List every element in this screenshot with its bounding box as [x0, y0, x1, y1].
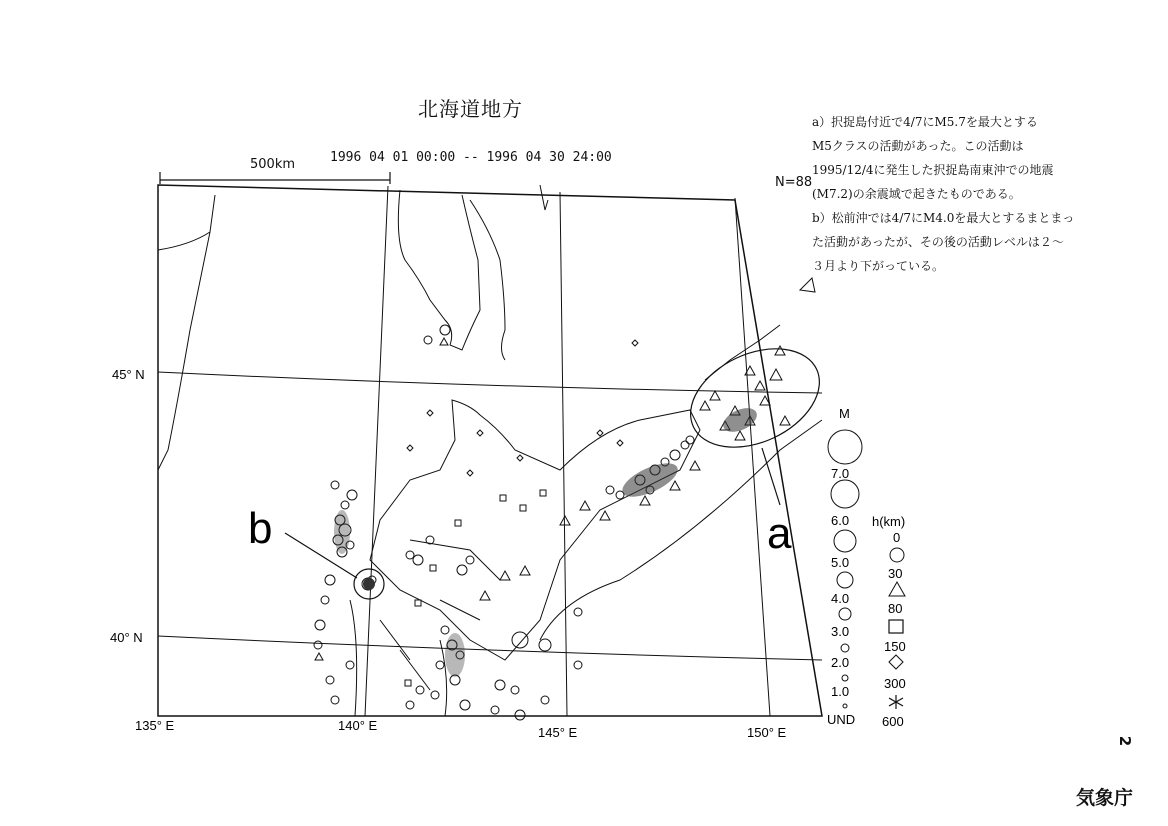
lat-label-40: 40° N	[110, 630, 143, 645]
note-line: ３月より下がっている。	[812, 259, 945, 273]
note-line: 1995/12/4に発生した択捉島南東沖での地震	[812, 163, 1054, 177]
graticule	[158, 186, 822, 716]
diamond-icon	[889, 655, 903, 669]
note-line: M5クラスの活動があった。この活動は	[812, 139, 1024, 153]
lon-label-140: 140° E	[338, 718, 378, 733]
period-label: 1996 04 01 00:00 -- 1996 04 30 24:00	[330, 150, 612, 165]
map-title: 北海道地方	[418, 97, 523, 121]
asterisk-icon	[889, 695, 903, 709]
scale-bar-label: 500km	[250, 157, 296, 172]
note-line: た活動があったが、その後の活動レベルは２～	[812, 235, 1064, 249]
lon-label-145: 145° E	[538, 725, 578, 740]
depth-legend-value: 150	[884, 639, 906, 654]
lat-label-45: 45° N	[112, 367, 145, 382]
depth-legend-value: 0	[893, 530, 901, 545]
mag-legend-value: 1.0	[831, 684, 850, 699]
region-b-label: b	[248, 504, 273, 553]
circle-icon	[890, 548, 904, 562]
lon-label-150: 150° E	[747, 725, 787, 740]
triangle-icon	[889, 582, 905, 596]
mag-legend-value: 5.0	[831, 555, 850, 570]
depth-legend-value: 80	[888, 601, 903, 616]
note-line: b）松前沖では4/7にM4.0を最大とするまとまっ	[812, 211, 1075, 225]
lon-label-135: 135° E	[135, 718, 175, 733]
event-count: N=88	[775, 175, 813, 190]
mag-legend-heading: M	[839, 406, 850, 421]
note-line: (M7.2)の余震域で起きたものである。	[812, 187, 1021, 201]
region-a-outline	[675, 329, 835, 466]
epicenters	[314, 325, 790, 720]
scale-bar	[160, 172, 390, 184]
mag-legend-value: UND	[827, 712, 856, 727]
depth-legend-value: 30	[888, 566, 903, 581]
depth-legend-value: 300	[884, 676, 906, 691]
agency-name: 気象庁	[1076, 787, 1134, 809]
region-a-pointer	[762, 448, 780, 505]
mag-legend-value: 6.0	[831, 513, 850, 528]
depth-legend-value: 600	[882, 714, 904, 729]
page-number: 2	[1116, 735, 1135, 747]
depth-legend-heading: h(km)	[872, 514, 906, 529]
mag-legend-value: 7.0	[831, 466, 850, 481]
mag-legend-value: 4.0	[831, 591, 850, 606]
dense-clusters	[334, 403, 761, 677]
note-line: a）択捉島付近で4/7にM5.7を最大とする	[812, 115, 1038, 129]
map-frame	[158, 185, 822, 716]
square-icon	[889, 620, 903, 633]
region-a-label: a	[767, 509, 792, 558]
mag-legend-value: 3.0	[831, 624, 850, 639]
coastline	[158, 185, 822, 716]
mag-legend-value: 2.0	[831, 655, 850, 670]
